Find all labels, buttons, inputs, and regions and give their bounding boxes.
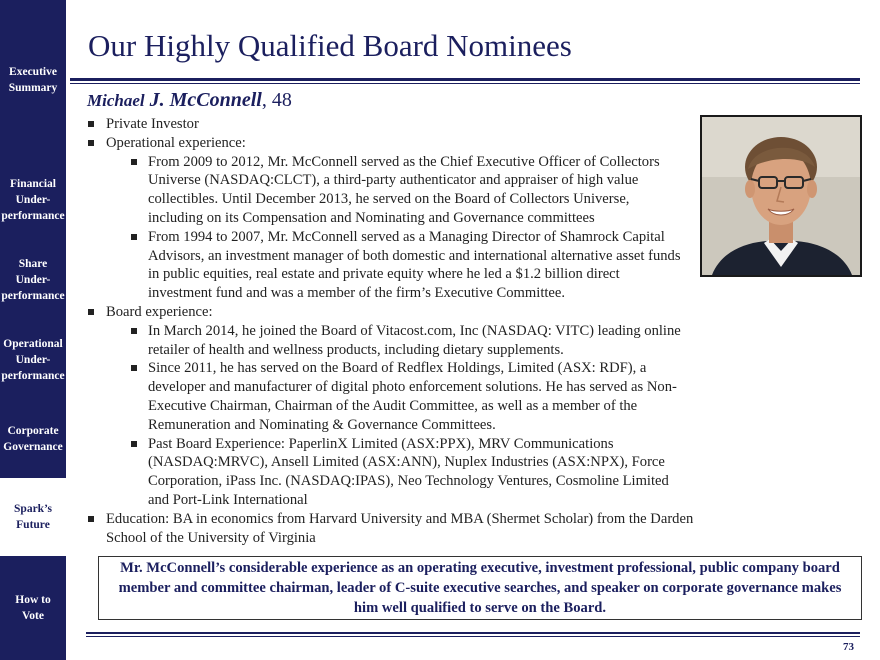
- bullet-operational-collectors: From 2009 to 2012, Mr. McConnell served as the Chief Executive Officer of Collectors Universe (NASDAQ:CLCT), a third-party authenticator and appraiser of high value collectibles. Until December 2013, he served on the Board of Collectors Universe, including on its Compensation and Nominating and Governance committees: [86, 153, 686, 228]
- bullet-operational-heading: Operational experience:: [86, 134, 686, 153]
- sidebar-nav: [0, 0, 66, 660]
- bullet-board-heading: Board experience:: [86, 303, 686, 322]
- title-divider-thick: [70, 78, 860, 81]
- nav-sparks-future[interactable]: Spark’s Future: [0, 478, 66, 556]
- nominee-name: [87, 89, 292, 112]
- nav-operational-underperformance[interactable]: Operational Under- performance: [0, 320, 66, 400]
- title-divider-thin: [70, 83, 860, 84]
- nominee-last-name: J. McConnell: [149, 89, 262, 111]
- bullet-board-vitacost: In March 2014, he joined the Board of Vitacost.com, Inc (NASDAQ: VITC) leading online retailer of health and wellness products, including dietary supplements.: [86, 322, 686, 360]
- portrait-image: [702, 117, 860, 275]
- nominee-photo: [700, 115, 862, 277]
- nav-financial-underperformance[interactable]: Financial Under- performance: [0, 160, 66, 240]
- summary-statement: Mr. McConnell’s considerable experience as an operating executive, investment professional, public company board member and committee chairman, leader of C-suite executive searches, and speaker on corporate governance makes him well qualified to serve on the Board.: [98, 556, 862, 620]
- page-number: 73: [843, 641, 854, 653]
- footer-divider-thin: [86, 636, 860, 637]
- nav-share-underperformance[interactable]: Share Under- performance: [0, 240, 66, 320]
- page-title: Our Highly Qualified Board Nominees: [88, 28, 572, 63]
- bullet-private-investor: Private Investor: [86, 115, 686, 134]
- nominee-first-name: Michael: [87, 91, 145, 110]
- bullet-board-redflex: Since 2011, he has served on the Board of Redflex Holdings, Limited (ASX: RDF), a developer and manufacturer of digital photo enforcement solutions. He has served as Non-Executive Chairman, Chairman of the Audit Committee, as well as a member of the Remuneration and Nominating & Governance Committees.: [86, 359, 686, 434]
- nav-corporate-governance[interactable]: Corporate Governance: [0, 400, 66, 478]
- footer-divider-thick: [86, 632, 860, 634]
- nav-executive-summary[interactable]: Executive Summary: [0, 0, 66, 160]
- nominee-bio: [86, 115, 694, 547]
- bullet-operational-shamrock: From 1994 to 2007, Mr. McConnell served as a Managing Director of Shamrock Capital Advisors, an investment manager of both domestic and international alternative asset funds in public equities, real estate and private equity where he led a $1.2 billion direct investment fund and was a member of the firm’s Executive Committee.: [86, 228, 686, 303]
- nominee-age: , 48: [261, 89, 292, 111]
- bullet-board-past: Past Board Experience: PaperlinX Limited (ASX:PPX), MRV Communications (NASDAQ:MRVC), Ansell Limited (ASX:ANN), Nuplex Industries (ASX:NPX), Force Corporation, iPass Inc. (NASDAQ:IPAS), Neo Technology Ventures, Cosmoline Limited and Port-Link International: [86, 435, 686, 510]
- bullet-education: Education: BA in economics from Harvard University and MBA (Shermet Scholar) from the Darden School of the University of Virginia: [86, 510, 706, 548]
- nav-how-to-vote[interactable]: How to Vote: [0, 556, 66, 660]
